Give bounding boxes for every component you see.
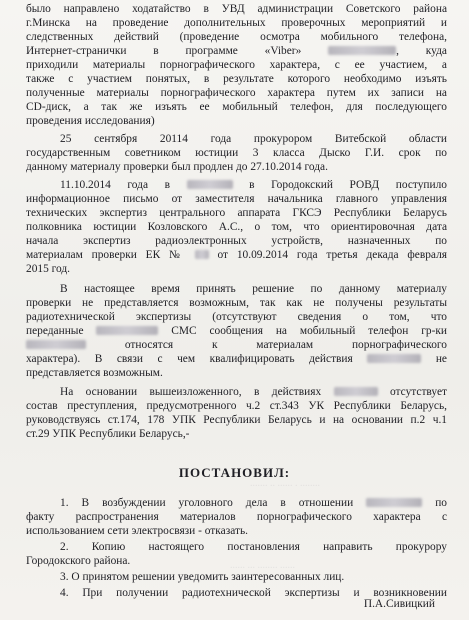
text-line: следственных действий (проведение осмотра мобильного телефона, <box>26 31 447 43</box>
text-line: технических экспертиз центрального аппарата ГКСЭ Республики Беларусь <box>26 207 447 219</box>
text-line: 3. О принятом решении уведомить заинтересованных лиц. <box>60 571 345 583</box>
bleed-through-text: ........ . ...... .. ....... <box>250 478 320 489</box>
text-line: Городокского района. <box>26 555 131 567</box>
text-line: проведения исследования) <box>26 115 155 127</box>
redacted-name <box>328 46 396 55</box>
text-line: ст.29 УПК Республики Беларусь,- <box>26 428 190 440</box>
text-line: приходили материалы порнографического характера, с ее участием, а <box>26 59 447 71</box>
text-line: 2015 год. <box>26 263 71 275</box>
text-line: CD-диск, а так же изъять ее мобильный телефон, для последующего <box>26 101 447 113</box>
signature-name: П.А.Сивицкий <box>363 598 435 610</box>
text-line: также с участием понятых, в результате которого необходимо изъять <box>26 73 447 85</box>
text-line: проверки не представляется возможным, так как не получены результаты <box>26 297 447 309</box>
text-line: радиотехнической экспертизы (отсутствуют сведения о том, что <box>26 311 447 323</box>
text-line: Интернет-странички в программе «Viber» , куда <box>26 45 447 57</box>
text-line: использованием сети электросвязи - отказать. <box>26 525 248 537</box>
text-line: материалам проверки ЕК № от 10.09.2014 года третья декада февраля <box>26 249 447 261</box>
text-line: было направлено ходатайство в УВД администрации Советского района <box>26 3 447 15</box>
redacted-name <box>334 387 378 396</box>
text-line: начала экспертиз радиоэлектронных устройств, назначенных по <box>26 235 447 247</box>
text-line: государственным советником юстиции 3 класса Дыско Г.И. срок по <box>26 147 447 159</box>
text-line: 4. При получении радиотехнической экспертизы и возникновении <box>60 587 447 599</box>
redacted-name <box>366 498 422 507</box>
text-line: относятся к материалам порнографического <box>26 338 447 352</box>
redacted-number <box>187 180 233 189</box>
text-line: На основании вышеизложенного, в действиях отсутствует <box>60 386 447 398</box>
text-line: 1. В возбуждении уголовного дела в отношении по <box>60 497 447 509</box>
text-line: состав преступления, предусмотренного ч.2 ст.343 УК Республики Беларусь, <box>26 400 447 412</box>
text-line: переданные СМС сообщения на мобильный телефон гр-ки <box>26 325 448 337</box>
text-line: 25 сентября 20114 года прокурором Витебской области <box>60 133 447 145</box>
text-line: информационное письмо от заместителя начальника главного управления <box>26 193 447 205</box>
section-title: ПОСТАНОВИЛ: <box>178 465 291 480</box>
text-line: г.Минска на проведение дополнительных проверочных мероприятий и <box>26 17 447 29</box>
bleed-through-text: ...... ........ ... ...... <box>230 560 295 571</box>
text-line: 2. Копию настоящего постановления направить прокурору <box>60 541 447 553</box>
text-line: факту распространения материалов порнографического характера с <box>26 511 447 523</box>
text-line: руководствуясь ст.174, 178 УПК Республики Беларусь и на основании п.2 ч.1 <box>26 414 447 426</box>
redacted-name <box>96 326 158 335</box>
text-line: полковника юстиции Козловского А.С., о том, что ориентировочная дата <box>26 221 447 233</box>
text-line: 11.10.2014 года в в Городокский РОВД поступило <box>60 179 447 191</box>
text-line: данному материалу проверки был продлен до 27.10.2014 года. <box>26 161 328 173</box>
redacted-name <box>26 340 86 349</box>
text-line: В настоящее время принять решение по данному материалу <box>60 283 447 295</box>
redacted-number <box>195 250 209 259</box>
text-line: полученные материалы порнографического характера путем их записи на <box>26 87 447 99</box>
text-line: характера). В связи с чем квалифицировать действия не <box>26 353 447 365</box>
redacted-name <box>367 354 421 363</box>
text-line: представляется возможным. <box>26 367 163 379</box>
